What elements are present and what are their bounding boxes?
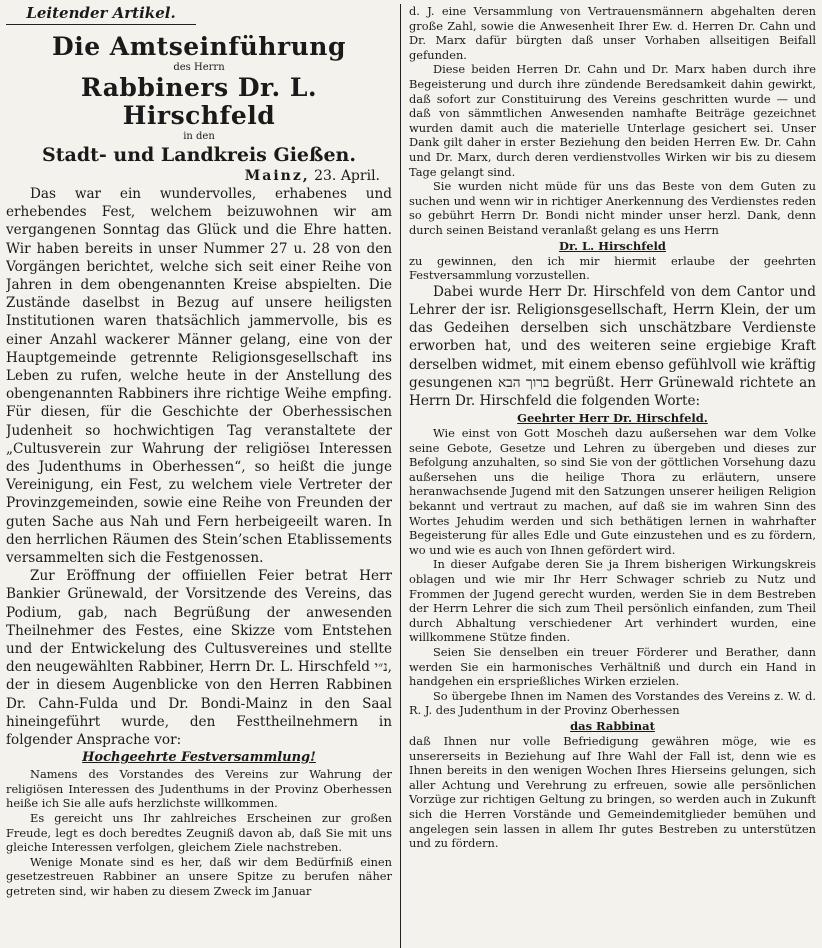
paragraph: Namens des Vorstandes des Vereins zur Wahrung der religiösen Interessen des Judenthums in der Provinz Oberhessen heiße ich Sie alle aufs herzlichste willkommen. xyxy=(6,767,392,811)
paragraph: So übergebe Ihnen im Namen des Vorstandes des Vereins z. W. d. R. J. des Judenthum in der Provinz Oberhessen xyxy=(409,688,816,718)
name-subhead: Dr. L. Hirschfeld xyxy=(559,238,666,253)
paragraph: Wie einst von Gott Moscheh dazu außersehen war dem Volke seine Gebote, Gesetze und Lehren zu übergeben und dieses zur Befolgung anzuhalten, so sind Sie von der göttlichen Vorsehung dazu außersehen uns die heilige Thora zu erläutern, unsere heranwachsende Jugend mit den Satzungen unserer heiligen Religion bekannt und vertraut zu machen, auf daß sie im wahren Sinn des Wortes Jehudim werden und sich bethätigen lernen in wahrhafter Begeisterung für alles Edle und Gute einzustehen und es zu fördern, wo und wie es auch von Ihnen gefördert wird. xyxy=(409,426,816,557)
paragraph: Diese beiden Herren Dr. Cahn und Dr. Marx haben durch ihre Begeisterung und durch ihre zündende Beredsamkeit dahin gewirkt, daß sofort zur Constituirung des Vereins geschritten wurde — und daß von sämmtlichen Anwesenden namhafte Beiträge gezeichnet wurden damit auch die materielle Unterlage gesichert sei. Unser Dank gilt daher in erster Beziehung den beiden Herren Ew. Dr. Cahn und Dr. Marx, durch deren verdienstvolles Wirken wir bis zu diesem Tage gelangt sind. xyxy=(409,62,816,179)
paragraph: zu gewinnen, den ich mir hiermit erlaube der geehrten Festversammlung vorzustellen. xyxy=(409,253,816,283)
paragraph: Seien Sie denselben ein treuer Förderer und Berather, dann werden Sie ein harmonisches Verhältniß und durch ein Hand in handgehen ein ersprießliches Wirken erzielen. xyxy=(409,645,816,689)
headline-name: Rabbiners Dr. L. Hirschfeld xyxy=(80,73,318,130)
paragraph: Dabei wurde Herr Dr. Hirschfeld von dem Cantor und Lehrer der isr. Religionsgesellschaft, Herrn Klein, der um das Gedeihen derselben sich unschätzbare Verdienste erworben hat, und des weiteren seine ergiebige Kraft derselben widmet, mit einem ebenso gefühlvoll wie kräftig gesungenen ברוך הבא begrüßt. Herr Grünewald richtete an Herrn Dr. Hirschfeld die folgenden Worte: xyxy=(409,283,816,409)
headline-connector-1: des Herrn xyxy=(173,62,225,73)
paragraph: Sie wurden nicht müde für uns das Beste von dem Guten zu suchen und wenn wir in richtiger Anerkennung des Verdienstes reden so gebührt Herrn Dr. Bondi nicht minder unser herzl. Dank, denn durch seinen Beistand veranlaßt gelang es uns Herrn xyxy=(409,179,816,237)
speech-salutation: Geehrter Herr Dr. Hirschfeld. xyxy=(517,411,708,426)
paragraph: Das war ein wundervolles, erhabenes und erhebendes Fest, welchem beizuwohnen wir am vergangenen Sonntag das Glück und die Ehre hatten. Wir haben bereits in unser Nummer 27 u. 28 von den Vorgängen berichtet, welche sich seit einer Reihe von Jahren in dem obengenannten Kreise abspielten. Die Zustände daselbst in Bezug auf unsere heiligsten Institutionen waren thatsächlich jammervolle, bis es einer Anzahl wackerer Männer gelang, eine von der Hauptgemeinde getrennte Religionsgesellschaft ins Leben zu rufen, welche heute in der Anstellung des obengenannten Rabbiners ihre richtige Weihe empfing. Für diesen, für die Geschichte der Oberhessischen Judenheit so hochwichtigen Tag veranstaltete der „Cultusverein zur Wahrung der religiöseı Interessen des Judenthums in Oberhessen“, so heißt die junge Vereinigung, ein Fest, zu welchem viele Vertreter der Provinzgemeinden, sowie eine Reihe von Freunden der guten Sache aus Nah und Fern herbeigeeilt waren. In den herrlichen Räumen des Stein’schen Etablissements versammelten sich die Festgenossen. xyxy=(6,186,392,567)
right-column xyxy=(400,4,816,948)
dateline-date: 23. April. xyxy=(314,168,380,184)
headline: Die Amtseinführung xyxy=(52,32,346,61)
paragraph: Zur Eröffnung der offiıiellen Feier betrat Herr Bankier Grünewald, der Vorsitzende des Vereins, das Podium, gab, nach Begrüßung der anwesenden Theilnehmer des Festes, eine Skizze vom Entstehen und der Entwickelung des Cultusvereines und stellte den neugewählten Rabbiner, Herrn Dr. L. Hirschfeld נ״י, der in diesem Augenblicke von den Herren Rabbinen Dr. Cahn-Fulda und Dr. Bondi-Mainz in den Saal hineingeführt wurde, den Festtheilnehmern in folgender Ansprache vor: xyxy=(6,568,392,749)
dateline xyxy=(6,167,392,185)
paragraph: Wenige Monate sind es her, daß wir dem Bedürfniß einen gesetzestreuen Rabbiner an unsere Spitze zu berufen näher getreten sind, wir haben zu diesem Zweck im Januar xyxy=(6,854,392,899)
headline-connector-2: in den xyxy=(183,131,215,142)
headline-place: Stadt- und Landkreis Gießen. xyxy=(42,144,356,166)
dateline-place: Mainz, xyxy=(244,168,310,184)
paragraph: d. J. eine Versammlung von Vertrauensmännern abgehalten deren große Zahl, sowie die Anwesenheit Ihrer Ew. d. Herren Dr. Cahn und Dr. Marx dafür bürgten daß unser Vorhaben allseitigen Beifall gefunden. xyxy=(409,4,816,62)
left-column xyxy=(6,4,400,948)
rabbinate-subhead: das Rabbinat xyxy=(570,718,655,733)
paragraph: In dieser Aufgabe deren Sie ja Ihrem bisherigen Wirkungskreis oblagen und wie mir Ihr Herr Schwager schrieb zu Nutz und Frommen der Jugend gerecht wurden, werden Sie in dem Bestreben der Herrn Lehrer die sich zum Theil persönlich einfanden, zum Theil durch Abhaltung verschiedener Art verhindert wurden, eine willkommene Stütze finden. xyxy=(409,557,816,645)
speech-salutation: Hochgeehrte Festversammlung! xyxy=(82,750,316,766)
section-header: Leitender Artikel. xyxy=(6,4,196,25)
paragraph: Es gereicht uns Ihr zahlreiches Erscheinen zur großen Freude, legt es doch beredtes Zeugniß davon ab, daß Sie mit uns gleiche Interessen verfolgen, gleichem Ziele nachstreben. xyxy=(6,811,392,855)
paragraph: daß Ihnen nur volle Befriedigung gewähren möge, wie es unsererseits in Beziehung auf Ihre Wahl der Fall ist, denn wie es Ihnen bereits in den wenigen Wochen Ihres Hierseins gelungen, sich aller Achtung und Verehrung zu erfreuen, sowie alle persönlichen Vorzüge zur richtigen Geltung zu bringen, so werden auch in Zukunft sich die Herren Vorstände und Gemeindemitglieder bemühen und angelegen sein lassen in allem Ihr gutes Bestreben zu unterstützen und zu fördern. xyxy=(409,733,816,851)
